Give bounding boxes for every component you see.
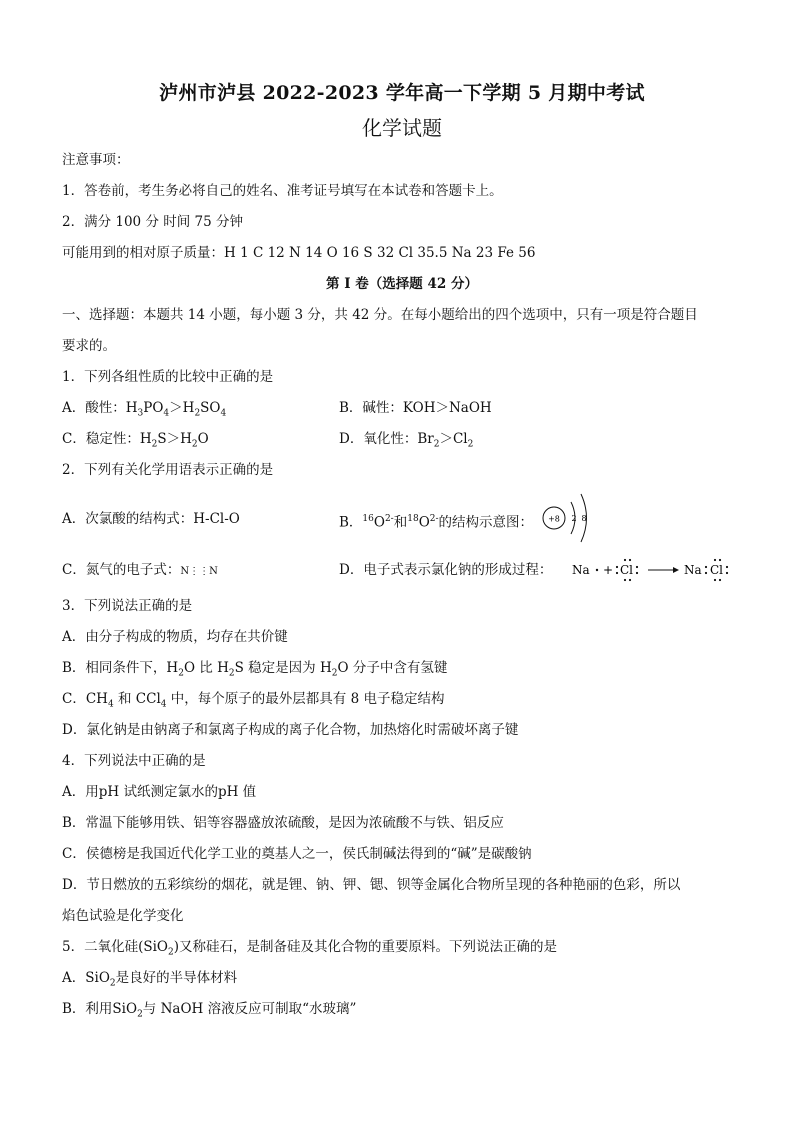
shell-2-electrons: 8 <box>581 514 587 523</box>
nacl-cl-symbol: Cl <box>710 563 724 577</box>
notes-heading: 注意事项： <box>62 152 130 168</box>
q4-stem: 4．下列说法中正确的是 <box>62 753 206 769</box>
q1-option-d: D．氧化性：$Br_2>Cl_2$ <box>339 431 474 450</box>
atomic-masses: 可能用到的相对原子质量：H 1 C 12 N 14 O 16 S 32 Cl 35.5 Na 23 Fe 56 <box>62 245 536 261</box>
q3-option-c: C．$CH_4$ 和 CCl$_4$ 中，每个原子的最外层都具有 8 电子稳定结构 <box>62 691 445 710</box>
q3-option-b: B．相同条件下，$H_2O$ 比 $H_2S$ 稳定是因为 $H_2O$ 分子中含有氢键 <box>62 660 448 679</box>
nacl-na-symbol: Na <box>684 563 702 577</box>
q4-option-c: C．侯德榜是我国近代化学工业的奠基人之一，侯氏制碱法得到的“碱”是碳酸钠 <box>62 846 532 862</box>
q4-option-b: B．常温下能够用铁、铝等容器盛放浓硫酸，是因为浓硫酸不与铁、铝反应 <box>62 815 504 831</box>
q4-option-d-line-1: D．节日燃放的五彩缤纷的烟花，就是锂、钠、钾、锶、钡等金属化合物所呈现的各种艳丽的色彩，所以 <box>62 877 681 893</box>
section-intro-2: 要求的。 <box>62 338 116 354</box>
section-intro-1: 一、选择题：本题共 14 小题，每小题 3 分，共 42 分。在每小题给出的四个选项中，只有一项是符合题目 <box>62 307 698 323</box>
page-title: 泸州市泸县 2022-2023 学年高一下学期 5 月期中考试 <box>159 82 645 104</box>
section-title: 第 I 卷（选择题 42 分） <box>326 276 478 292</box>
q1-option-c: C．稳定性：$H_2S>H_2O$ <box>62 431 209 450</box>
q2-option-c: C．氮气的电子式：N⋮⋮N <box>62 562 218 578</box>
nucleus-charge: +8 <box>548 514 560 524</box>
q3-option-a: A．由分子构成的物质，均存在共价键 <box>62 629 288 645</box>
q2-option-a: A．次氯酸的结构式：H-Cl-O <box>62 511 240 527</box>
q5-stem: 5．二氧化硅(SiO$_2$)又称硅石，是制备硅及其化合物的重要原料。下列说法正确的是 <box>62 939 558 958</box>
q2-option-b: B．$^{16}O^{2-}$和$^{18}O^{2-}$的结构示意图： <box>339 514 534 531</box>
notes-item-1: 1．答卷前，考生务必将自己的姓名、准考证号填写在本试卷和答题卡上。 <box>62 183 503 199</box>
na-symbol: Na <box>572 563 590 577</box>
q5-option-a: A．SiO$_2$是良好的半导体材料 <box>62 970 238 989</box>
q1-option-b: B．碱性：KOH＞NaOH <box>339 400 492 416</box>
q4-option-a: A．用pH 试纸测定氯水的pH 值 <box>62 784 257 800</box>
q4-option-d-line-2: 焰色试验是化学变化 <box>62 908 184 924</box>
q1-stem: 1．下列各组性质的比较中正确的是 <box>62 369 274 385</box>
q2-option-d: D．电子式表示氯化钠的形成过程： <box>339 562 553 578</box>
q5-option-b: B．利用SiO$_2$与 NaOH 溶液反应可制取“水玻璃” <box>62 1001 357 1020</box>
plus-sign: + <box>603 563 614 577</box>
oxygen-ion-structure-diagram <box>540 488 600 548</box>
n2-electron-formula: N⋮⋮N <box>180 566 218 577</box>
shell-1-electrons: 2 <box>571 514 577 523</box>
page-subtitle: 化学试题 <box>362 116 442 140</box>
notes-item-2: 2．满分 100 分 时间 75 分钟 <box>62 214 243 230</box>
q2-stem: 2．下列有关化学用语表示正确的是 <box>62 462 274 478</box>
q1-option-a: A．酸性：$H_3PO_4>H_2SO_4$ <box>62 400 227 419</box>
q3-option-d: D．氯化钠是由钠离子和氯离子构成的离子化合物，加热熔化时需破坏离子键 <box>62 722 519 738</box>
nacl-formation-diagram <box>570 552 740 586</box>
cl-symbol: Cl <box>620 563 634 577</box>
q3-stem: 3．下列说法正确的是 <box>62 598 193 614</box>
